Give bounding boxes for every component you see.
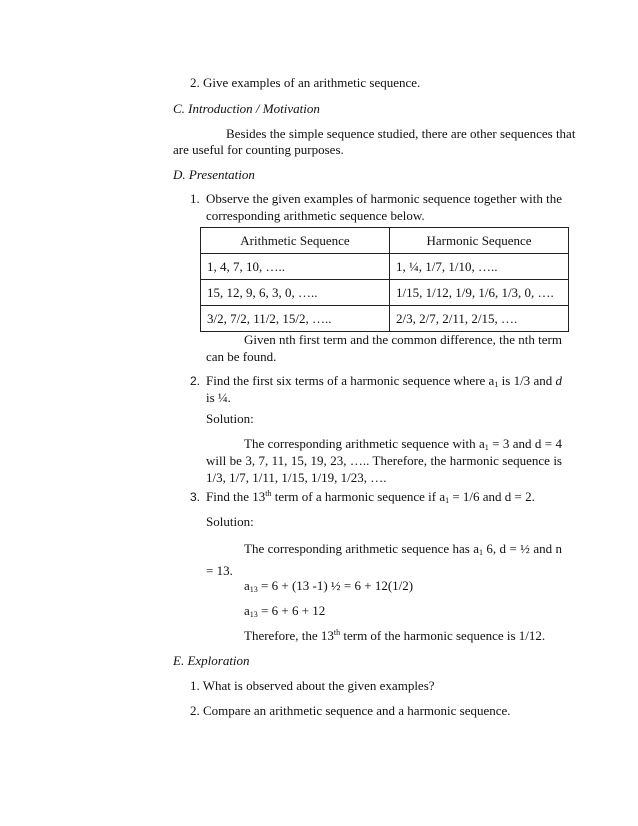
- c-paragraph-line2: are useful for counting purposes.: [173, 142, 344, 157]
- d2-number: 2.: [190, 374, 201, 388]
- d1-text: Observe the given examples of harmonic sequence together with the corresponding arithmetic sequence below.: [206, 191, 562, 223]
- solution-2-paragraph: The corresponding arithmetic sequence has $a_1$ 6, d = ½ and n = 13.: [206, 541, 562, 578]
- solution-label-1: Solution:: [206, 411, 254, 426]
- table-cell: 1, 4, 7, 10, …..: [201, 254, 390, 280]
- after-table-paragraph: Given nth first term and the common difference, the nth term can be found.: [206, 332, 562, 364]
- table-row: [201, 306, 569, 332]
- table-cell: 3/2, 7/2, 11/2, 15/2, …..: [201, 306, 390, 332]
- d1-number: 1.: [190, 191, 200, 206]
- conclusion-line: Therefore, the 13th term of the harmonic sequence is 1/12.: [244, 628, 546, 643]
- table-cell: 2/3, 2/7, 2/11, 2/15, ….: [390, 306, 569, 332]
- sequence-table: [200, 227, 569, 332]
- d3-text: Find the 13th term of a harmonic sequence if $a_1 = 1/6$ and d = 2.: [206, 489, 535, 505]
- d3-number: 3.: [190, 490, 201, 504]
- table-header-cell: Arithmetic Sequence: [201, 228, 390, 254]
- item-b2: 2. Give examples of an arithmetic sequence.: [190, 75, 421, 90]
- c-paragraph-line1: Besides the simple sequence studied, there are other sequences that: [226, 126, 576, 141]
- section-d-heading: D. Presentation: [173, 167, 255, 182]
- solution-label-2: Solution:: [206, 514, 254, 529]
- equation-1: $a_{13} = 6 + (13$ -1) ½ = 6 + 12(1/2): [244, 578, 414, 594]
- section-e-heading: E. Exploration: [173, 653, 250, 668]
- e1-item: 1. What is observed about the given examples?: [190, 678, 435, 693]
- solution-1-paragraph: The corresponding arithmetic sequence with $a_1 = 3$ and d = 4 will be 3, 7, 11, 15, 19, 23, ….. Therefore, the harmonic sequence is 1/3, 1/7, 1/11, 1/15, 1/19, 1/23, ….: [206, 436, 562, 485]
- e2-item: 2. Compare an arithmetic sequence and a harmonic sequence.: [190, 703, 511, 718]
- table-cell: 1, ¼, 1/7, 1/10, …..: [390, 254, 569, 280]
- table-row: [201, 280, 569, 306]
- section-c-heading: C. Introduction / Motivation: [173, 101, 320, 116]
- table-cell: 15, 12, 9, 6, 3, 0, …..: [201, 280, 390, 306]
- d2-text: Find the first six terms of a harmonic sequence where $a_1$ is 1/3 and d is ¼.: [206, 373, 562, 405]
- table-row: [201, 254, 569, 280]
- table-cell: 1/15, 1/12, 1/9, 1/6, 1/3, 0, ….: [390, 280, 569, 306]
- table-header-row: [201, 228, 569, 254]
- table-header-cell: Harmonic Sequence: [390, 228, 569, 254]
- equation-2: $a_{13} = 6 + 6 + 12$: [244, 603, 326, 619]
